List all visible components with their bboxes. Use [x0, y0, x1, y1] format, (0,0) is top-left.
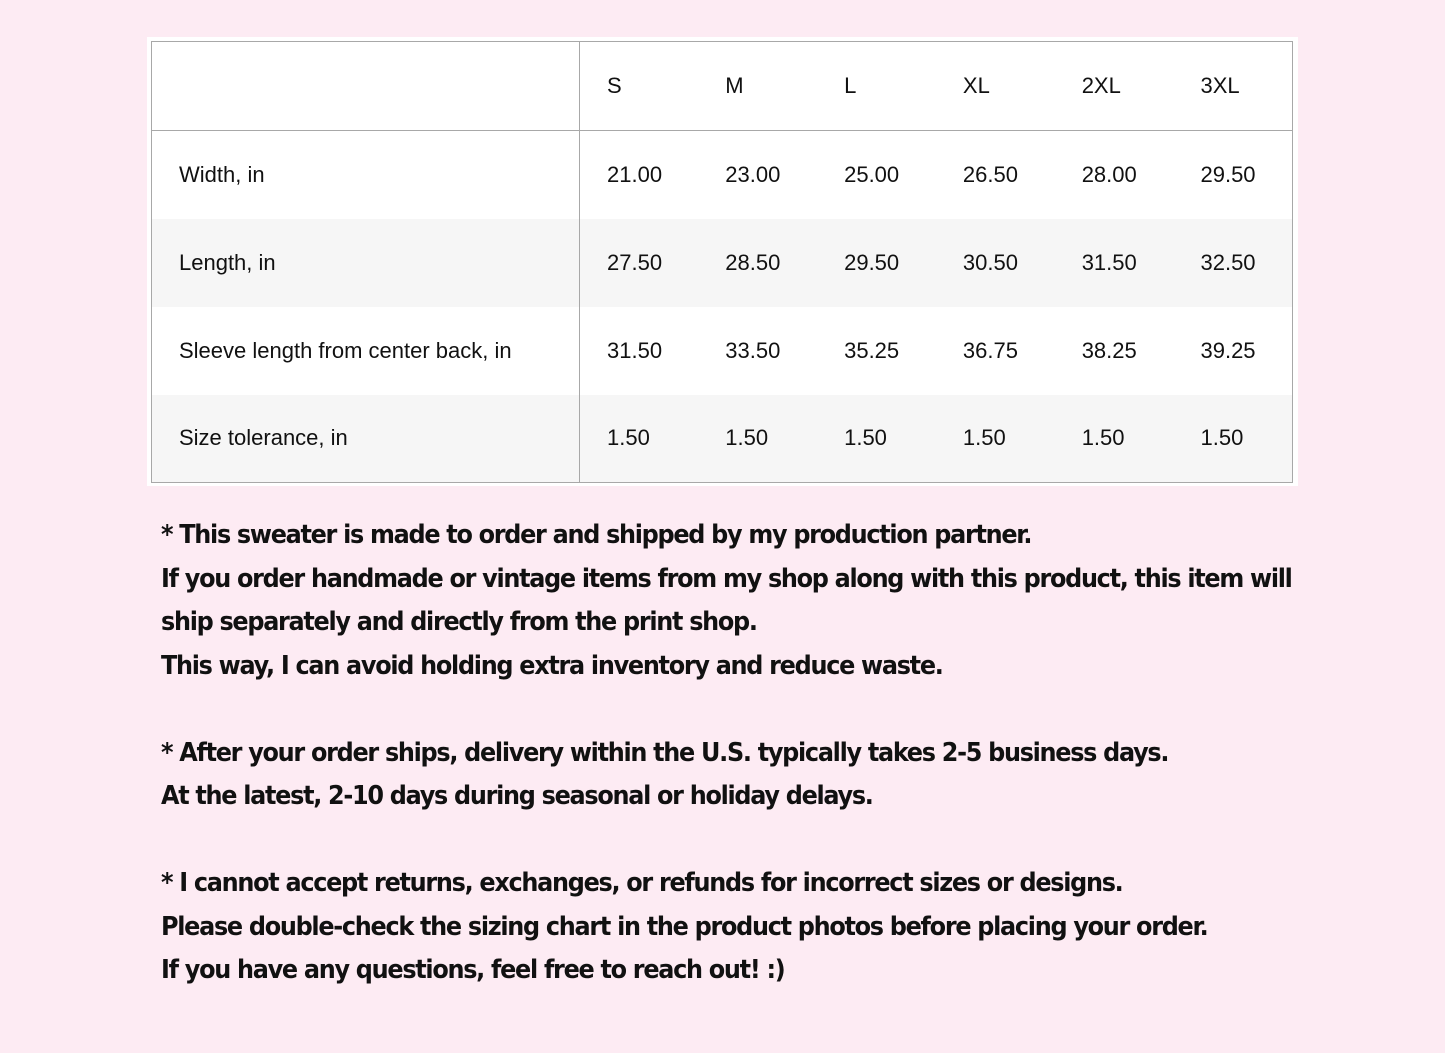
paragraph-gap — [161, 819, 1311, 863]
paragraph-gap — [161, 688, 1311, 732]
table-cell: 1.50 — [725, 425, 769, 451]
shop-notes — [161, 514, 1311, 993]
size-header-3xl: 3XL — [1173, 42, 1292, 131]
table-cell: 30.50 — [962, 249, 1018, 275]
note-line: This way, I can avoid holding extra inventory and reduce waste. — [161, 650, 943, 681]
table-row-length — [152, 219, 1293, 307]
size-header-row — [152, 42, 1293, 131]
note-line: If you have any questions, feel free to reach out! :) — [161, 955, 785, 985]
returns-note — [161, 862, 1311, 993]
production-note — [161, 514, 1311, 688]
note-line: * After your order ships, delivery within the U.S. typically takes 2-5 business days. — [161, 737, 1169, 768]
note-line: If you order handmade or vintage items from my shop along with this product, this item will — [161, 563, 1292, 594]
table-row-width — [152, 131, 1293, 219]
table-cell: 38.25 — [1081, 337, 1137, 363]
row-label: Size tolerance, in — [152, 395, 580, 483]
table-cell: 35.25 — [844, 337, 900, 363]
row-label: Length, in — [152, 219, 580, 307]
table-cell: 28.50 — [725, 249, 781, 275]
table-cell: 39.25 — [1200, 337, 1256, 363]
size-header-2xl: 2XL — [1055, 42, 1174, 131]
note-line: * This sweater is made to order and shipped by my production partner. — [161, 520, 1032, 550]
table-cell: 36.75 — [962, 337, 1018, 363]
delivery-note — [161, 732, 1311, 819]
table-cell: 29.50 — [844, 249, 900, 275]
table-cell: 1.50 — [1081, 425, 1125, 451]
size-header-l: L — [817, 42, 936, 131]
table-cell: 29.50 — [1200, 161, 1256, 187]
size-chart-frame — [147, 37, 1298, 486]
table-cell: 32.50 — [1200, 249, 1256, 275]
table-cell: 21.00 — [607, 161, 663, 187]
size-header-s: S — [580, 42, 699, 131]
table-cell: 1.50 — [844, 425, 887, 451]
note-line: ship separately and directly from the print shop. — [161, 607, 757, 637]
row-label: Sleeve length from center back, in — [152, 307, 580, 395]
size-chart-table — [151, 41, 1293, 483]
note-line: Please double-check the sizing chart in the product photos before placing your order. — [161, 911, 1208, 942]
table-cell: 1.50 — [607, 425, 650, 451]
note-line: * I cannot accept returns, exchanges, or refunds for incorrect sizes or designs. — [161, 868, 1123, 898]
table-cell: 1.50 — [1200, 425, 1244, 451]
table-cell: 23.00 — [725, 161, 781, 187]
table-cell: 31.50 — [607, 337, 663, 363]
table-cell: 26.50 — [962, 161, 1018, 187]
table-cell: 1.50 — [962, 425, 1006, 451]
size-header-m: M — [698, 42, 817, 131]
table-cell: 25.00 — [844, 161, 900, 187]
table-row-sleeve-length — [152, 307, 1293, 395]
header-corner-cell — [152, 42, 580, 131]
table-cell: 28.00 — [1081, 161, 1137, 187]
note-line: At the latest, 2-10 days during seasonal or holiday delays. — [161, 781, 873, 811]
row-label: Width, in — [152, 131, 580, 219]
size-header-xl: XL — [936, 42, 1055, 131]
table-row-size-tolerance — [152, 395, 1293, 483]
table-cell: 31.50 — [1081, 249, 1137, 275]
table-cell: 33.50 — [725, 337, 781, 363]
table-cell: 27.50 — [607, 249, 663, 275]
